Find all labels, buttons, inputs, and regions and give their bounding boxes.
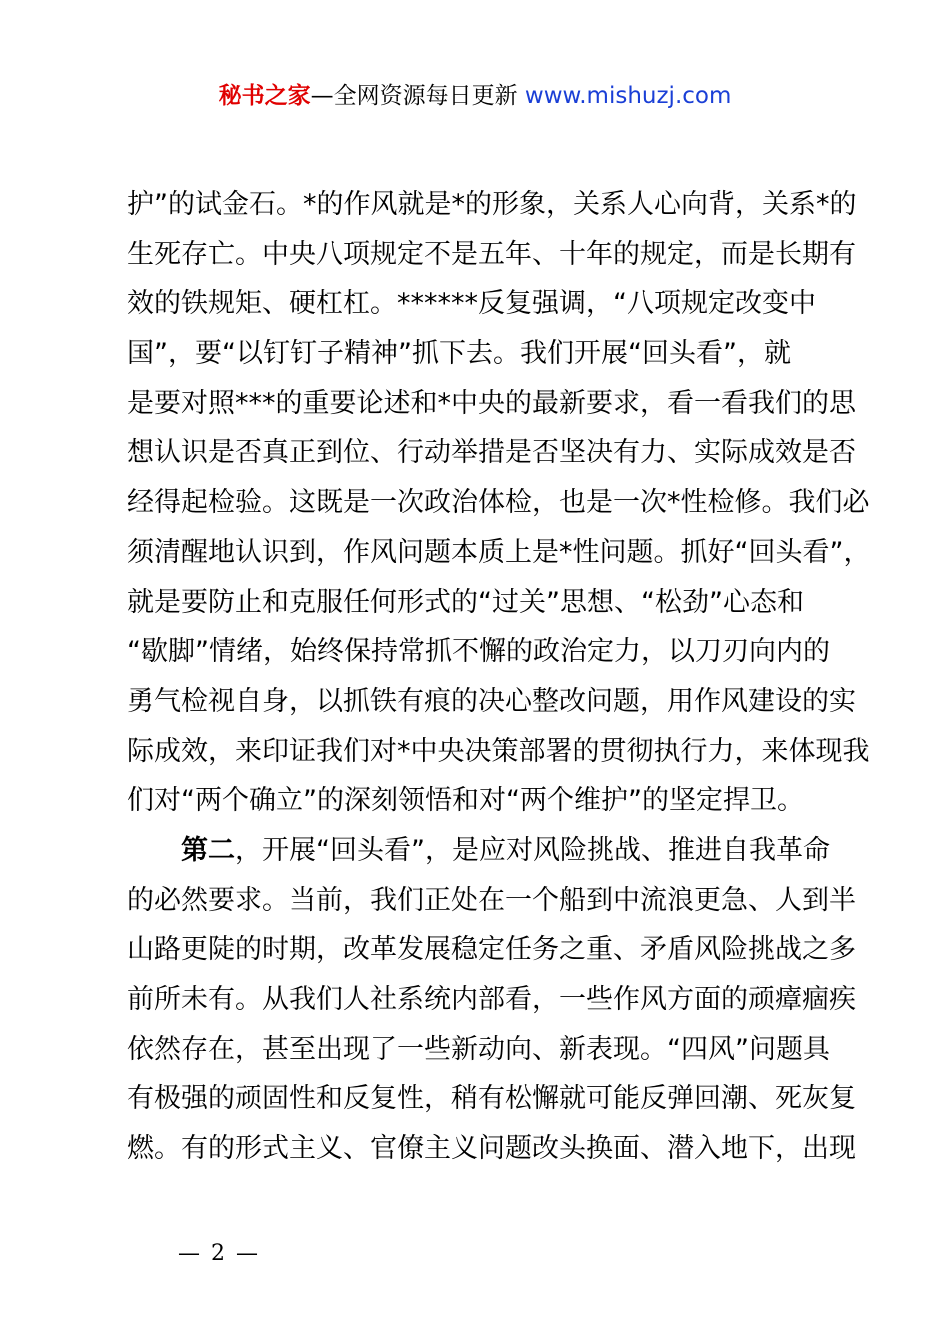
text-line: 护”的试金石。*的作风就是*的形象，关系人心向背，关系*的	[127, 189, 857, 220]
text-line: 国”，要“以钉钉子精神”抓下去。我们开展“回头看”，就	[127, 338, 791, 370]
page-number: — 2 —	[178, 1241, 260, 1266]
text-line: 燃。有的形式主义、官僚主义问题改头换面、潜入地下，出现	[127, 1133, 856, 1165]
text-line: 想认识是否真正到位、行动举措是否坚决有力、实际成效是否	[127, 437, 856, 469]
brand-name: 秘书之家	[218, 83, 311, 109]
text-line: 们对“两个确立”的深刻领悟和对“两个维护”的坚定捍卫。	[127, 785, 804, 817]
text-line: 效的铁规矩、硬杠杠。******反复强调，“八项规定改变中	[127, 288, 816, 320]
text-line: 就是要防止和克服任何形式的“过关”思想、“松劲”心态和	[127, 586, 804, 618]
site-header	[0, 80, 950, 112]
text-line: 有极强的顽固性和反复性，稍有松懈就可能反弹回潮、死灰复	[127, 1083, 856, 1115]
section-two-first-line	[127, 826, 837, 876]
text-line: 经得起检验。这既是一次政治体检，也是一次*性检修。我们必	[127, 487, 870, 519]
section-two-lead: 第二	[181, 834, 235, 866]
text-line: 依然存在，甚至出现了一些新动向、新表现。“四风”问题具	[127, 1033, 830, 1065]
text-line: 勇气检视自身，以抓铁有痕的决心整改问题，用作风建设的实	[127, 685, 856, 717]
section-two-first-line-text: ，开展“回头看”，是应对风险挑战、推进自我革命	[235, 834, 830, 866]
text-line: 是要对照***的重要论述和*中央的最新要求，看一看我们的思	[127, 387, 856, 419]
text-line: 前所未有。从我们人社系统内部看，一些作风方面的顽瘴痼疾	[127, 984, 856, 1015]
document-body	[127, 180, 871, 1174]
text-line: 须清醒地认识到，作风问题本质上是*性问题。抓好“回头看”，	[127, 536, 871, 568]
site-url-link[interactable]: www.mishuzj.com	[524, 83, 732, 109]
text-line: 际成效，来印证我们对*中央决策部署的贯彻执行力，来体现我	[127, 735, 870, 767]
text-line: 的必然要求。当前，我们正处在一个船到中流浪更急、人到半	[127, 884, 856, 916]
text-line: 生死存亡。中央八项规定不是五年、十年的规定，而是长期有	[127, 238, 856, 270]
brand-slogan: —全网资源每日更新	[310, 83, 518, 109]
text-line: 山路更陡的时期，改革发展稳定任务之重、矛盾风险挑战之多	[127, 934, 856, 966]
text-line: “歇脚”情绪，始终保持常抓不懈的政治定力，以刀刃向内的	[127, 636, 830, 668]
